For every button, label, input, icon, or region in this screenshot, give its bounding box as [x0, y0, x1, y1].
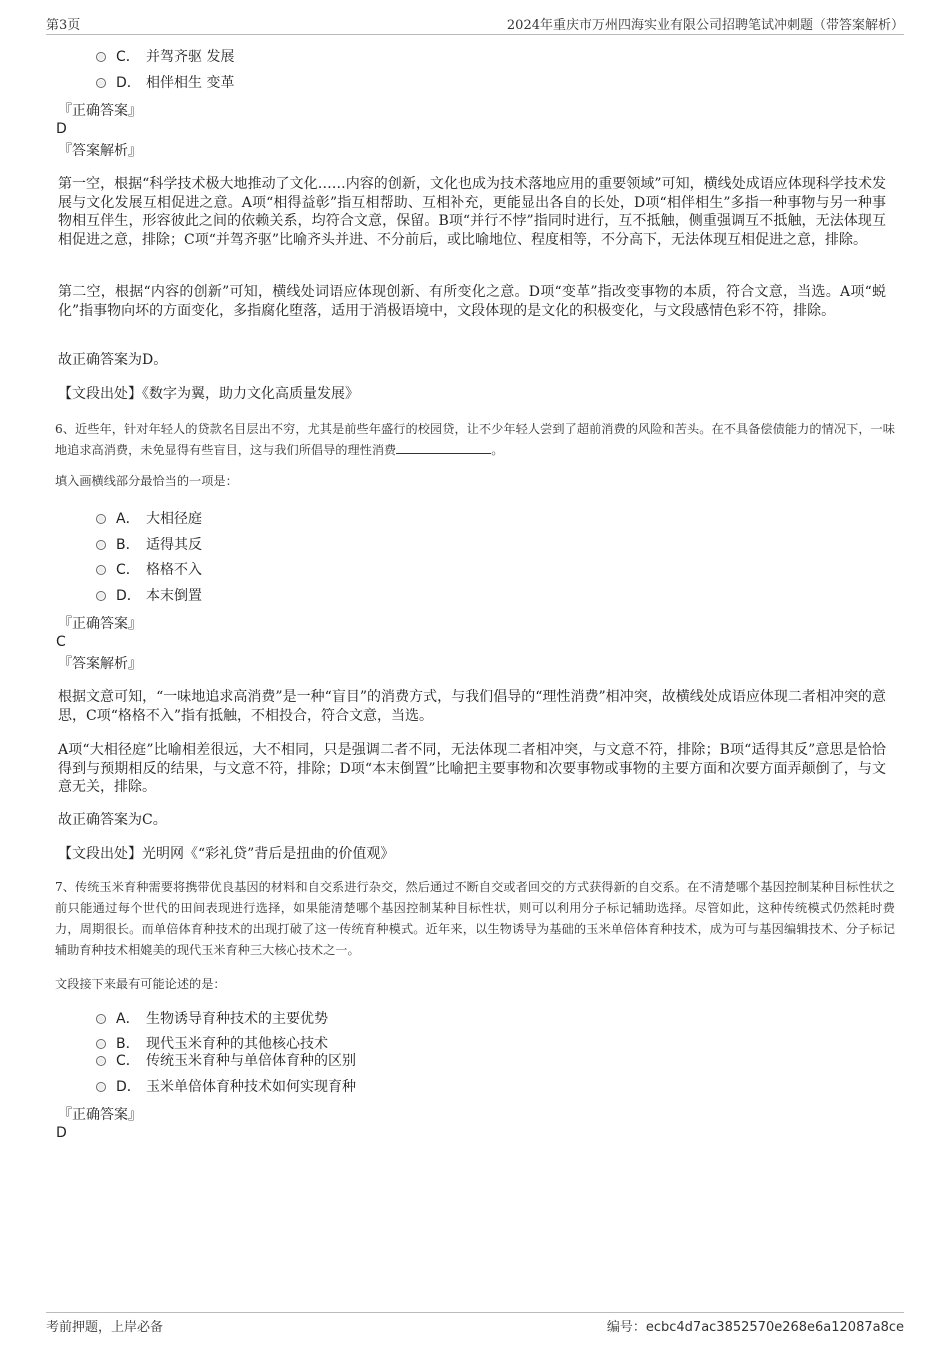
q6-analysis-paragraph-1: 根据文意可知，“一味地追求高消费”是一种“盲目”的消费方式，与我们倡导的“理性消费”相冲突，故横线处成语应体现二者相冲突的意思，C项“格格不入”指有抵触，不相投合，符合文意，当选。 — [58, 689, 886, 724]
q6-option-a[interactable]: A． 大相径庭 — [96, 510, 202, 528]
q5-analysis-paragraph-2: 第二空，根据“内容的创新”可知，横线处词语应体现创新、有所变化之意。D项“变革”指改变事物的本质，符合文意，当选。A项“蜕化”指事物向坏的方面变化，多指腐化堕落，适用于消极语境中，文段体现的是文化的积极变化，与文段感情色彩不符，排除。 — [58, 284, 886, 319]
q5-analysis-label: 『答案解析』 — [58, 143, 142, 159]
q6-source: 【文段出处】光明网《“彩礼贷”背后是扭曲的价值观》 — [58, 846, 395, 862]
q6-question: 6、近些年，针对年轻人的贷款名目层出不穷，尤其是前些年盛行的校园贷，让不少年轻人尝到了超前消费的风险和苦头。在不具备偿债能力的情况下，一味地追求高消费，未免显得有些盲目，这与我们所倡导的理性消费 。 — [55, 422, 895, 457]
q7-stem: 文段接下来最有可能论述的是： — [55, 977, 226, 991]
footer-slogan: 考前押题，上岸必备 — [46, 1320, 164, 1335]
q5-analysis-paragraph-1: 第一空，根据“科学技术极大地推动了文化……内容的创新，文化也成为技术落地应用的重要领域”可知，横线处成语应体现科学技术发展与文化发展互相促进之意。A项“相得益彰”指互相帮助、互相补充，更能显出各自的长处，D项“相伴相生”多指一种事物与另一种事物相互伴生，形容彼此之间的依赖关系，均符合文意，保留。B项“并行不悖”指同时进行，互不抵触，侧重强调互不抵触，无法体现互相促进之意，排除；C项“并驾齐驱”比喻齐头并进、不分前后，或比喻地位、程度相等，不分高下，无法体现互相促进之意，排除。 — [58, 176, 886, 248]
q7-option-a[interactable]: A． 生物诱导育种技术的主要优势 — [96, 1010, 328, 1028]
q7-option-b[interactable]: B． 现代玉米育种的其他核心技术 — [96, 1035, 328, 1053]
q6-option-c[interactable]: C． 格格不入 — [96, 561, 202, 579]
q6-option-b[interactable]: B． 适得其反 — [96, 536, 202, 554]
page-footer — [46, 1312, 904, 1339]
q5-answer-label: 『正确答案』 — [58, 103, 142, 119]
q6-option-d[interactable]: D． 本末倒置 — [96, 587, 202, 605]
radio-icon[interactable] — [96, 1082, 106, 1092]
radio-icon[interactable] — [96, 540, 106, 550]
q7-answer-label: 『正确答案』 — [58, 1107, 142, 1123]
q6-analysis-paragraph-2: A项“大相径庭”比喻相差很远，大不相同，只是强调二者不同，无法体现二者相冲突，与文意不符，排除；B项“适得其反”意思是恰恰得到与预期相反的结果，与文意不符，排除；D项“本末倒置”比喻把主要事物和次要事物或事物的主要方面和次要方面弄颠倒了，与文意无关，排除。 — [58, 742, 886, 795]
radio-icon[interactable] — [96, 565, 106, 575]
q5-option-d[interactable]: D． 相伴相生 变革 — [96, 74, 234, 92]
radio-icon[interactable] — [96, 1014, 106, 1024]
page-number: 第3页 — [46, 18, 81, 33]
document-code: 编号：ecbc4d7ac3852570e268e6a12087a8ce — [606, 1320, 904, 1335]
radio-icon[interactable] — [96, 78, 106, 88]
radio-icon[interactable] — [96, 1056, 106, 1066]
q5-option-c[interactable]: C． 并驾齐驱 发展 — [96, 48, 234, 66]
q5-conclusion: 故正确答案为D。 — [58, 352, 168, 368]
q6-answer: C — [56, 634, 66, 650]
radio-icon[interactable] — [96, 591, 106, 601]
q5-answer: D — [56, 121, 67, 137]
q5-source: 【文段出处】《数字为翼，助力文化高质量发展》 — [58, 386, 359, 402]
q6-analysis-label: 『答案解析』 — [58, 656, 142, 672]
radio-icon[interactable] — [96, 1039, 106, 1049]
q7-option-d[interactable]: D． 玉米单倍体育种技术如何实现育种 — [96, 1078, 356, 1096]
q7-answer: D — [56, 1125, 67, 1141]
radio-icon[interactable] — [96, 514, 106, 524]
document-title: 2024年重庆市万州四海实业有限公司招聘笔试冲刺题（带答案解析） — [506, 18, 904, 33]
q7-question: 7、传统玉米育种需要将携带优良基因的材料和自交系进行杂交，然后通过不断自交或者回交的方式获得新的自交系。在不清楚哪个基因控制某种目标性状之前只能通过每个世代的田间表现进行选择，如果能清楚哪个基因控制某种目标性状，则可以利用分子标记辅助选择。尽管如此，这种传统模式仍然耗时费力，周期很长。而单倍体育种技术的出现打破了这一传统育种模式。近年来，以生物诱导为基础的玉米单倍体育种技术，成为可与基因编辑技术、分子标记辅助育种技术相媲美的现代玉米育种三大核心技术之一。 — [55, 880, 895, 957]
q7-option-c[interactable]: C． 传统玉米育种与单倍体育种的区别 — [96, 1052, 356, 1070]
q6-conclusion: 故正确答案为C。 — [58, 812, 167, 828]
page-header — [46, 12, 904, 35]
fill-blank — [396, 441, 491, 454]
radio-icon[interactable] — [96, 52, 106, 62]
q6-stem: 填入画横线部分最恰当的一项是： — [55, 474, 238, 488]
q6-answer-label: 『正确答案』 — [58, 616, 142, 632]
